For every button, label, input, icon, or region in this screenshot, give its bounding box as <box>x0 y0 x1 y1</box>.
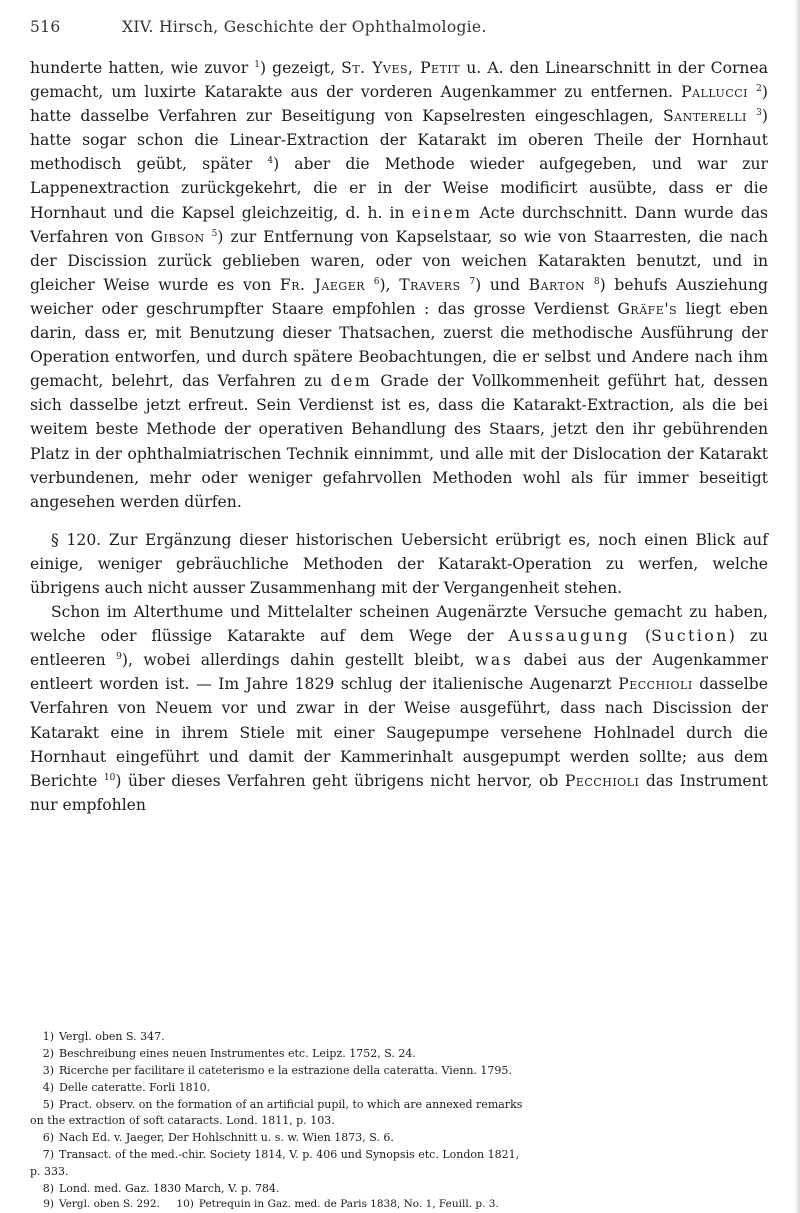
footnote: 5) Pract. observ. on the formation of an artificial pupil, to which are annexed remarks <box>42 1098 523 1111</box>
footnote: 7) Transact. of the med.-chir. Society 1814, V. p. 406 und Synopsis etc. London 1821, <box>42 1148 520 1161</box>
spaced-text: dem <box>330 372 373 391</box>
author-name: Pallucci <box>681 83 749 102</box>
author-name: Gibson <box>150 227 205 246</box>
main-text <box>30 56 768 817</box>
author-name: Pecchioli <box>618 675 693 694</box>
spaced-text: Suction <box>651 627 729 646</box>
spaced-text: Aussaugung <box>508 627 631 646</box>
section-120-paragraph: § 120. Zur Ergänzung dieser historischen Uebersicht erübrigt es, noch einen Blick auf einige, weniger gebräuchliche Methoden der Katarakt-Operation zu werfen, welche übrigens auch nicht ausser Zusammenhang mit der Vergangenheit stehen. <box>30 530 768 597</box>
spaced-text: einem <box>411 203 473 222</box>
footnote-continuation: on the extraction of soft cataracts. Lond. 1811, p. 103. <box>30 1114 335 1127</box>
page-number: 516 <box>30 18 61 36</box>
footnote: 4) Delle cateratte. Forli 1810. <box>42 1081 211 1094</box>
running-title: XIV. Hirsch, Geschichte der Ophthalmologie. <box>122 18 487 36</box>
spaced-text: was <box>475 651 514 670</box>
page-edge-shadow <box>794 0 800 1213</box>
author-name: Fr. Jaeger <box>279 275 366 294</box>
paragraph-1: hunderte hatten, wie zuvor $^1$) gezeigt, St. Yves, Petit u. A. den Linearschnitt in der Cornea gemacht, um luxirte Katarakte aus der vorderen Augenkammer zu entfernen. Pallucci $^2$) hatte dasselbe Verfahren zur Beseitigung von Kapselresten eingeschlagen, Santerelli $^3$) hatte sogar schon die Linear-Extraction der Katarakt im oberen Theile der Hornhaut methodisch geübt, später $^4$) aber die Methode wieder aufgegeben, und war zur Lappenextraction zurückgekehrt, die er in der Weise modificirt ausübte, dass er die Hornhaut und die Kapsel gleichzeitig, d. h. in einem Acte durchschnitt. Dann wurde das Verfahren von Gibson $^5$) zur Entfernung von Kapselstaar, so wie von Staarresten, die nach der Discission zurück geblieben waren, oder von weichen Katarakten benutzt, und in gleicher Weise wurde es von Fr. Jaeger $^6$), Travers $^7$) und Barton $^8$) behufs Ausziehung weicher oder geschrumpfter Staare empfohlen : das grosse Verdienst Gräfe's liegt eben darin, dass er, mit Benutzung dieser Thatsachen, zuerst die methodische Ausführung der Operation entworfen, und durch spätere Beobachtungen, die er selbst und Andere nach ihm gemacht, belehrt, das Verfahren zu dem Grade der Vollkommenheit geführt hat, dessen sich dasselbe jetzt erfreut. Sein Verdienst ist es, dass die Katarakt-Extraction, als die bei weitem beste Methode der operativen Behandlung des Staars, jetzt den ihr gebührenden Platz in der ophthalmiatrischen Technik einnimmt, und alle mit der Dislocation der Katarakt verbundenen, mehr oder weniger gefahrvollen Methoden wohl als für immer beseitigt angesehen werden dürfen. <box>30 59 769 511</box>
footnote-continuation: p. 333. <box>30 1165 69 1178</box>
footnote: 3) Ricerche per facilitare il cateterismo e la estrazione della cateratta. Vienn. 1795. <box>42 1064 512 1077</box>
footnote: 9) Vergl. oben S. 292. 10) Petrequin in Gaz. med. de Paris 1838, No. 1, Feuill. p. 3. <box>43 1198 499 1210</box>
author-name: Barton <box>528 275 586 294</box>
paragraph-3: Schon im Alterthume und Mittelalter scheinen Augenärzte Versuche gemacht zu haben, welche oder flüssige Katarakte auf dem Wege der Aussaugung (Suction) zu entleeren $^9$), wobei allerdings dahin gestellt bleibt, was dabei aus der Augenkammer entleert worden ist. — Im Jahre 1829 schlug der italienische Augenarzt Pecchioli dasselbe Verfahren von Neuem vor und zwar in der Weise ausgeführt, dass nach Discission der Katarakt eine in ihrem Stiele mit einer Saugepumpe versehene Hohlnadel durch die Hornhaut eingeführt und damit der Kammerinhalt ausgepumpt werden sollte; aus dem Berichte $^{10}$) über dieses Verfahren geht übrigens nicht hervor, ob Pecchioli das Instrument nur empfohlen <box>30 603 768 814</box>
author-name: Pecchioli <box>564 771 640 790</box>
footnote: 6) Nach Ed. v. Jaeger, Der Hohlschnitt u. s. w. Wien 1873, S. 6. <box>42 1131 394 1144</box>
author-name: Santerelli <box>662 107 747 126</box>
footnote: 8) Lond. med. Gaz. 1830 March, V. p. 784. <box>42 1182 280 1195</box>
author-name: St. Yves, Petit <box>341 59 461 77</box>
footnote: 1) Vergl. oben S. 347. <box>42 1030 165 1043</box>
author-name: Travers <box>399 275 461 294</box>
author-name: Gräfe's <box>617 299 678 318</box>
footnote: 2) Beschreibung eines neuen Instrumentes etc. Leipz. 1752, S. 24. <box>42 1047 416 1060</box>
